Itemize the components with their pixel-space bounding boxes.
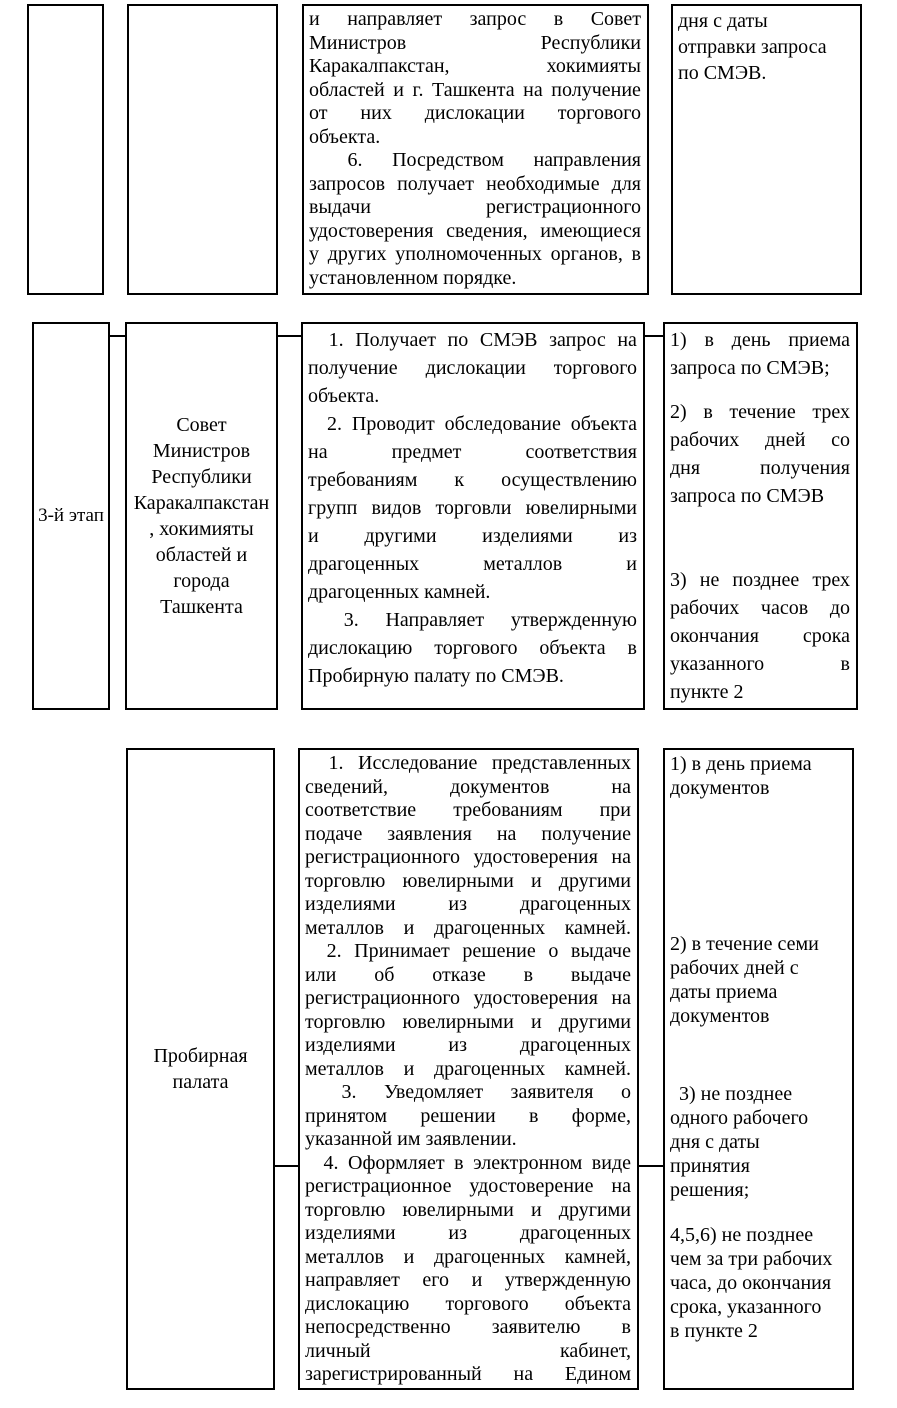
stage-label: 3-й этап [38,505,104,526]
stage-label-box-continuation [27,4,104,295]
deadlines-box-continuation: дня с даты отправки запроса по СМЭВ. [671,4,862,295]
connector-executor-to-actions [278,335,301,337]
actions-box-continuation: и направляет запрос в Совет Министров Республики Каракалпакстан, хокимияты областей и г. Ташкента на получение от них дислокации торгового объекта. 6. Посредством направления запросов получает необходимые для выдачи регистрационного удостоверения сведения, имеющиеся у других уполномоченных органов, в установленном порядке. [302,4,649,295]
connector-actions-to-deadlines-row3 [639,1165,663,1167]
connector-stage-to-executor [110,335,125,337]
executor-box-sovet-ministrov: Совет Министров Республики Каракалпакстан , хокимияты областей и города Ташкента [125,322,278,710]
actions-box-stage-3: 1. Получает по СМЭВ запрос на получение дислокации торгового объекта. 2. Проводит обследование объекта на предмет соответствия требованиям к осуществлению групп видов торговли ювелирными и другими изделиями из драгоценных металлов и драгоценных камней. 3. Направляет утвержденную дислокацию торгового объекта в Пробирную палату по СМЭВ. [301,322,645,710]
executor-box-probirnaya-palata: Пробирная палата [126,748,275,1390]
deadlines-box-stage-3: 1) в день приема запроса по СМЭВ; 2) в течение трех рабочих дней со дня получения запроса по СМЭВ 3) не позднее трех рабочих часов до окончания срока указанного в пункте 2 [663,322,858,710]
executor-box-continuation [127,4,278,295]
connector-actions-to-deadlines [645,335,663,337]
deadlines-box-probirnaya-palata: 1) в день приема документов 2) в течение семи рабочих дней с даты приема документов 3) не позднее одного рабочего дня с даты принятия решения; 4,5,6) не позднее чем за три рабочих часа, до окончания срока, указанного в пункте 2 [663,748,854,1390]
actions-box-probirnaya-palata: 1. Исследование представленных сведений, документов на соответствие требованиям при подаче заявления на получение регистрационного удостоверения на торговлю ювелирными и другими изделиями из драгоценных металлов и драгоценных камней. 2. Принимает решение о выдаче или об отказе в выдаче регистрационного удостоверения на торговлю ювелирными и другими изделиями из драгоценных металлов и драгоценных камней. 3. Уведомляет заявителя о принятом решении в форме, указанной им заявлении. 4. Оформляет в электронном виде регистрационное удостоверение на торговлю ювелирными и другими изделиями из драгоценных металлов и драгоценных камней, направляет его и утвержденную дислокацию торгового объекта непосредственно заявителю в личный кабинет, зарегистрированный на Едином [298,748,639,1390]
stage-label-box-stage-3 [32,322,110,710]
connector-executor-to-actions-row3 [275,1165,298,1167]
